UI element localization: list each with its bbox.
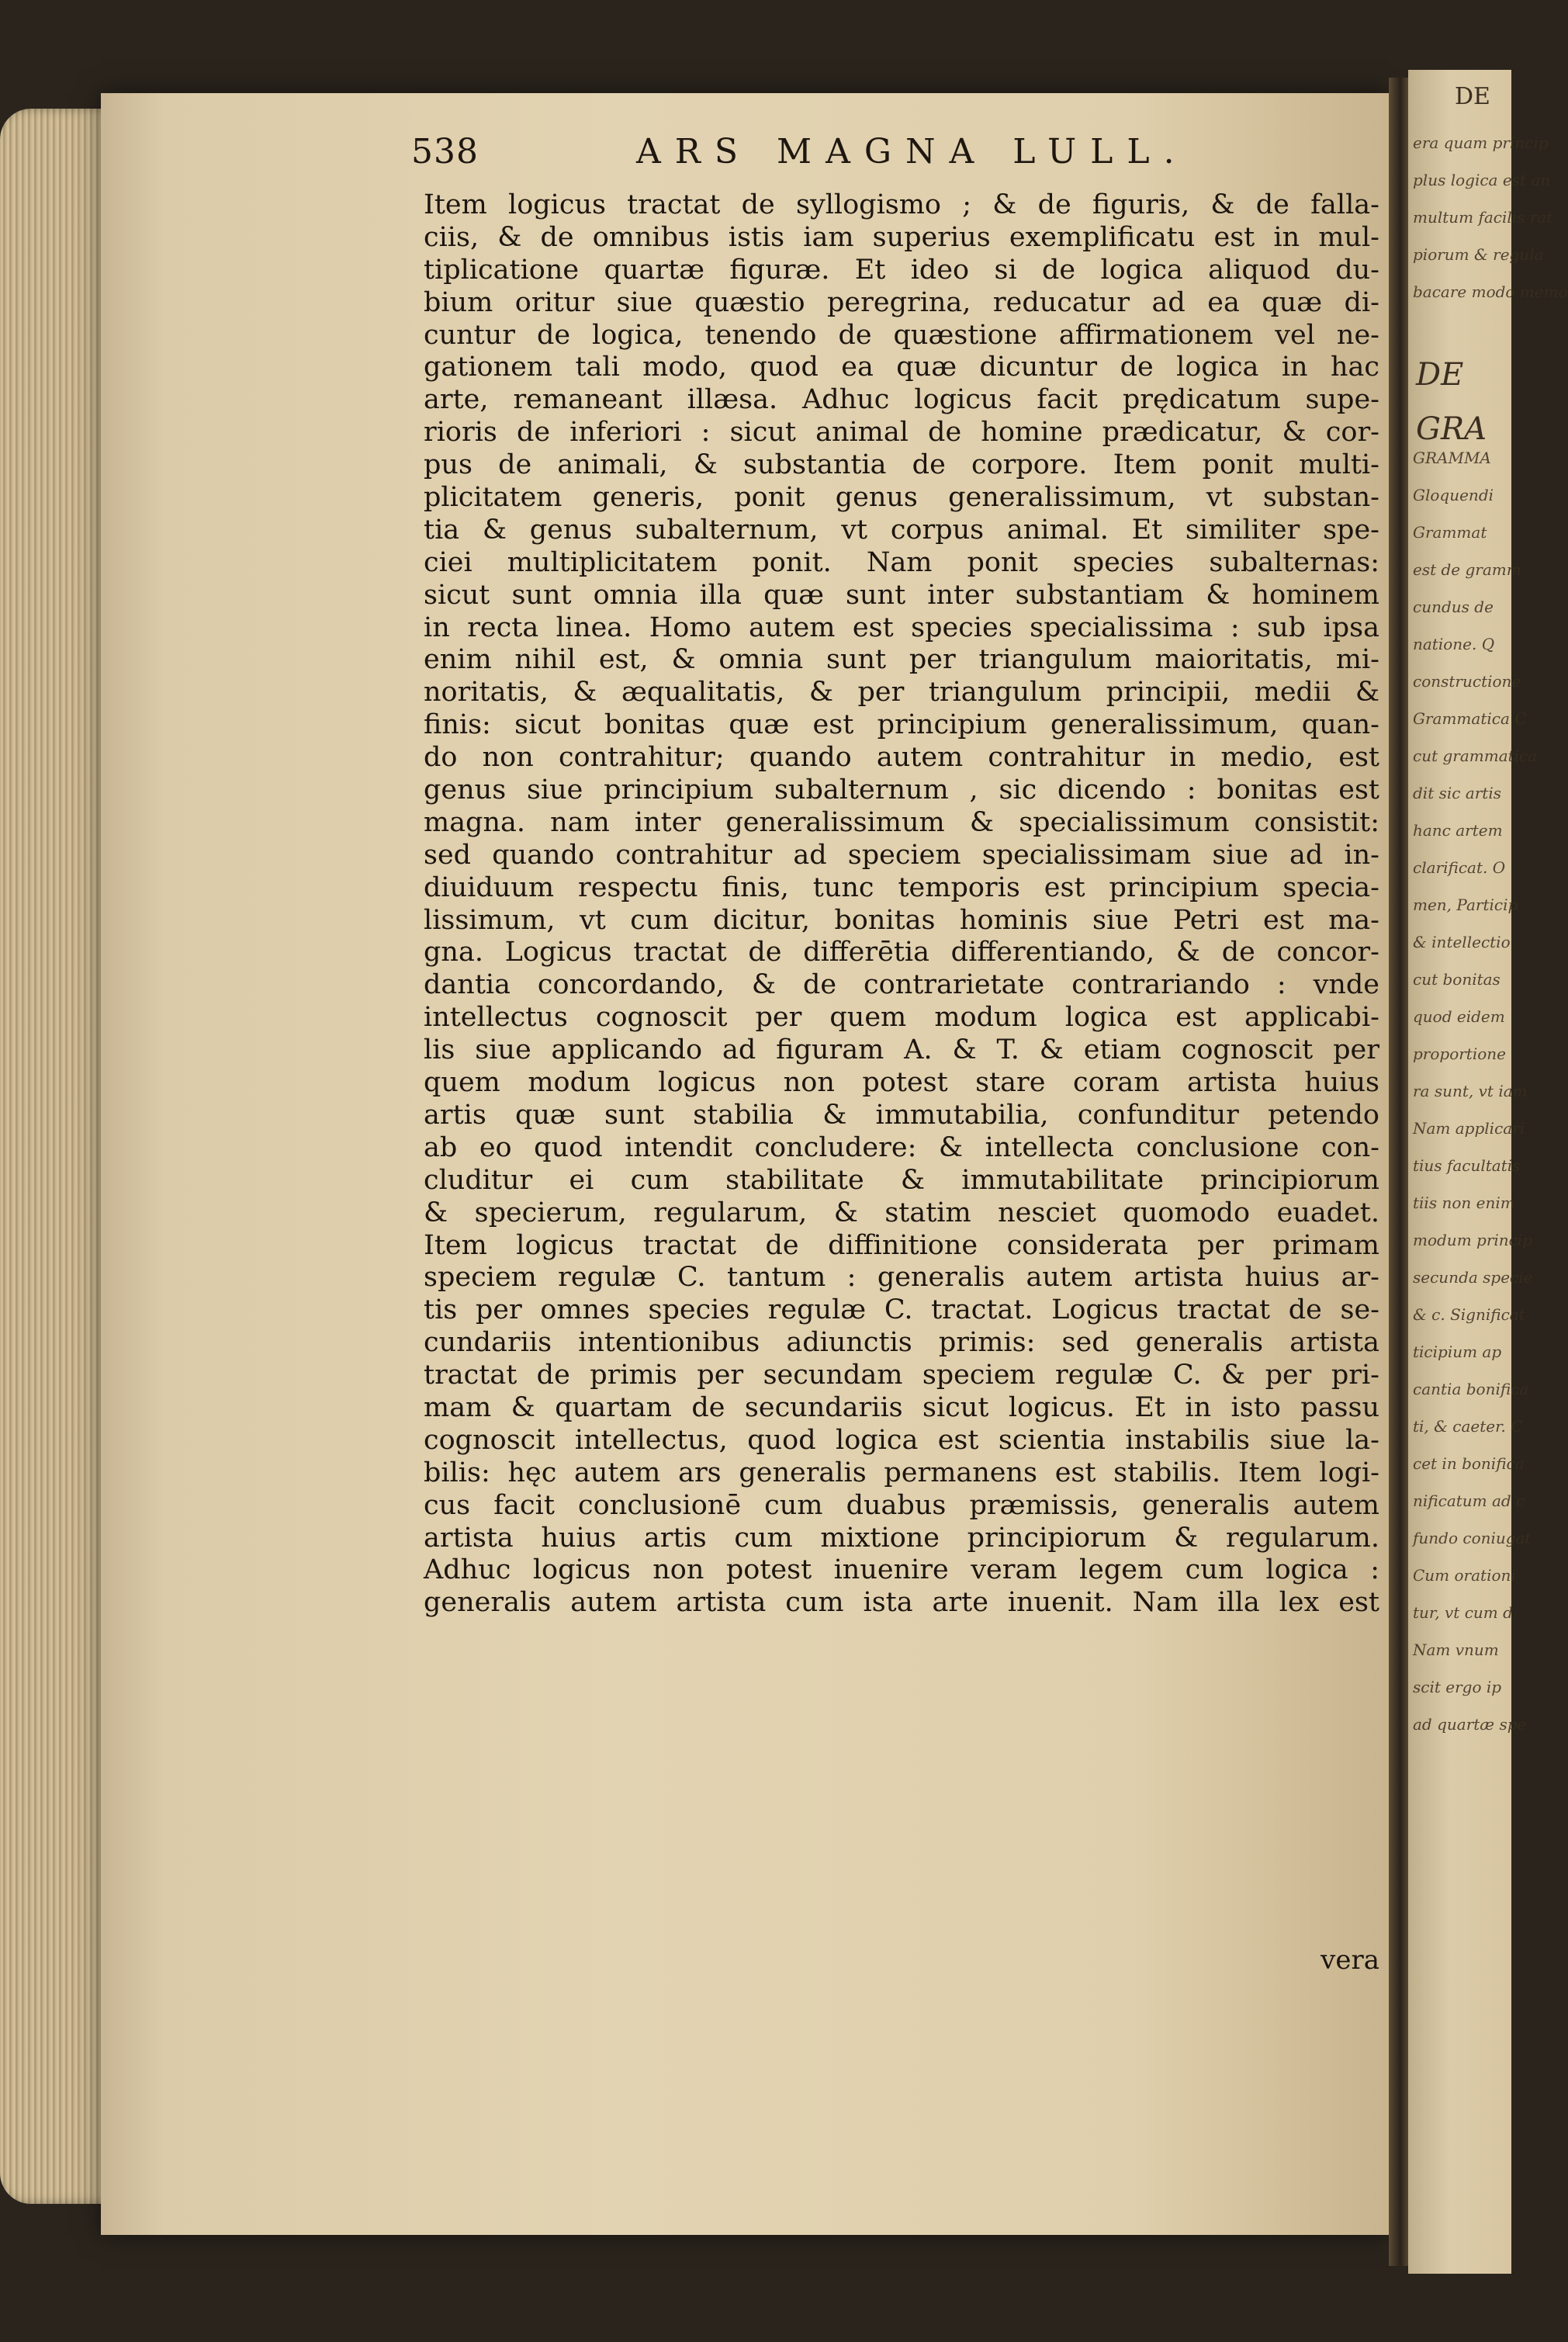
facing-page-line: tius facultatis — [1413, 1156, 1521, 1175]
text-line: noritatis, & æqualitatis, & per triangulum principii, medii & — [424, 677, 1379, 708]
facing-page-line: hanc artem — [1413, 821, 1503, 840]
text-line: arte, remaneant illæsa. Adhuc logicus facit prędicatum supe- — [424, 384, 1379, 416]
text-line: do non contrahitur; quando autem contrahitur in medio, est — [424, 742, 1379, 774]
text-line: Adhuc logicus non potest inuenire veram legem cum logica : — [424, 1554, 1379, 1586]
facing-page-line: ra sunt, vt iam — [1413, 1082, 1528, 1100]
facing-page-heading: DE GRA — [1416, 357, 1487, 447]
facing-page-line: Nam vnum — [1413, 1640, 1499, 1659]
text-line: ciis, & de omnibus istis iam superius exemplificatu est in mul- — [424, 221, 1379, 253]
catchword: vera — [1321, 1945, 1379, 1976]
text-line: in recta linea. Homo autem est species specialissima : sub ipsa — [424, 611, 1379, 643]
text-line: cognoscit intellectus, quod logica est scientia instabilis siue la- — [424, 1424, 1379, 1456]
facing-page-folio: DE — [1455, 83, 1490, 110]
facing-page-line: cut bonitas — [1413, 970, 1501, 989]
facing-page-line: clarificat. O — [1413, 858, 1506, 877]
text-line: cluditur ei cum stabilitate & immutabilitate principiorum — [424, 1164, 1379, 1196]
text-line: cus facit conclusionē cum duabus præmissis, generalis autem — [424, 1489, 1379, 1521]
facing-page-lines — [1408, 124, 1568, 1743]
text-line: magna. nam inter generalissimum & specialissimum consistit: — [424, 806, 1379, 838]
facing-page-line: quod eidem — [1413, 1007, 1505, 1026]
text-line: & specierum, regularum, & statim nesciet quomodo euadet. — [424, 1197, 1379, 1228]
facing-page-line: cantia bonifica — [1413, 1380, 1529, 1398]
book-page-edges — [0, 109, 116, 2204]
text-line: cundariis intentionibus adiunctis primis: sed generalis artista — [424, 1327, 1379, 1359]
facing-page-line: cut grammatica — [1413, 747, 1538, 765]
facing-page-line — [1408, 402, 1511, 439]
facing-page-line: & intellectio — [1413, 933, 1511, 951]
facing-page-line: constructione — [1413, 672, 1521, 691]
text-line: mam & quartam de secundariis sicut logicus. Et in isto passu — [424, 1391, 1379, 1423]
facing-page-line: Gloquendi — [1413, 486, 1494, 504]
facing-page-line — [1408, 310, 1511, 348]
facing-page-line: piorum & regula — [1413, 245, 1544, 264]
facing-page-line: ticipium ap — [1413, 1342, 1502, 1361]
facing-page-line: est de gramm — [1413, 560, 1521, 579]
facing-page-line: ad quartæ spe — [1413, 1715, 1527, 1734]
text-line: ab eo quod intendit concludere: & intellecta conclusione con- — [424, 1131, 1379, 1163]
text-line: tractat de primis per secundam speciem regulæ C. & per pri- — [424, 1360, 1379, 1391]
facing-page-line: Grammat — [1413, 523, 1487, 542]
text-line: lis siue applicando ad figuram A. & T. & etiam cognoscit per — [424, 1034, 1379, 1066]
facing-page-line: multum facilis rat — [1413, 208, 1553, 227]
text-line: enim nihil est, & omnia sunt per triangulum maioritatis, mi- — [424, 644, 1379, 676]
text-line: rioris de inferiori : sicut animal de homine prædicatur, & cor- — [424, 417, 1379, 449]
facing-page-line: dit sic artis — [1413, 784, 1501, 802]
text-line: gna. Logicus tractat de differētia differentiando, & de concor- — [424, 937, 1379, 968]
text-line: cuntur de logica, tenendo de quæstione affirmationem vel ne- — [424, 319, 1379, 351]
facing-page-line: proportione — [1413, 1045, 1506, 1063]
text-line: quem modum logicus non potest stare coram artista huius — [424, 1067, 1379, 1099]
text-line: sicut sunt omnia illa quæ sunt inter substantiam & hominem — [424, 579, 1379, 611]
text-line: bilis: hęc autem ars generalis permanens est stabilis. Item logi- — [424, 1457, 1379, 1488]
facing-page-line: bacare modo memo — [1413, 282, 1568, 301]
facing-page-line: nificatum ad c — [1413, 1491, 1525, 1510]
facing-page-line: plus logica est an — [1413, 171, 1551, 189]
text-line: pus de animali, & substantia de corpore. Item ponit multi- — [424, 449, 1379, 481]
facing-page-line: cundus de — [1413, 598, 1494, 616]
text-line: genus siue principium subalternum , sic dicendo : bonitas est — [424, 774, 1379, 806]
facing-page-line: tiis non enim — [1413, 1194, 1515, 1212]
facing-page-line: Nam applicari — [1413, 1119, 1525, 1138]
text-line: Item logicus tractat de diffinitione considerata per primam — [424, 1229, 1379, 1261]
text-line: sed quando contrahitur ad speciem specialissimam siue ad in- — [424, 839, 1379, 871]
text-line: tis per omnes species regulæ C. tractat. Logicus tractat de se- — [424, 1294, 1379, 1326]
text-line: ciei multiplicitatem ponit. Nam ponit species subalternas: — [424, 546, 1379, 578]
facing-page-line: secunda specie — [1413, 1268, 1533, 1287]
facing-page-line: cet in bonifica — [1413, 1454, 1525, 1473]
facing-page-line: fundo coniugat — [1413, 1529, 1532, 1547]
text-line: bium oritur siue quæstio peregrina, reducatur ad ea quæ di- — [424, 286, 1379, 318]
facing-page-line: men, Particip — [1413, 896, 1518, 914]
facing-page-line: Grammatica C — [1413, 709, 1527, 728]
facing-page-line: tur, vt cum d — [1413, 1603, 1513, 1622]
text-line: tiplicatione quartæ figuræ. Et ideo si de logica aliquod du- — [424, 254, 1379, 286]
body-text — [424, 189, 1379, 1620]
text-line: intellectus cognoscit per quem modum logica est applicabi- — [424, 1002, 1379, 1034]
text-line: finis: sicut bonitas quæ est principium generalissimum, quan- — [424, 709, 1379, 741]
facing-page-line: scit ergo ip — [1413, 1678, 1502, 1696]
text-line: lissimum, vt cum dicitur, bonitas hominis siue Petri est ma- — [424, 904, 1379, 936]
facing-page-line: natione. Q — [1413, 635, 1495, 653]
page-number: 538 — [411, 132, 479, 171]
page-header — [411, 132, 1381, 186]
facing-page-line: & c. Significat — [1413, 1305, 1525, 1324]
text-line: dantia concordando, & de contrarietate contrariando : vnde — [424, 969, 1379, 1001]
text-line: speciem regulæ C. tantum : generalis autem artista huius ar- — [424, 1262, 1379, 1294]
facing-page-line: ti, & caeter. C — [1413, 1417, 1523, 1436]
facing-page-line: GRAMMA — [1413, 449, 1491, 467]
text-line: plicitatem generis, ponit genus generalissimum, vt substan- — [424, 482, 1379, 514]
facing-page-line: Cum orationi — [1413, 1566, 1516, 1585]
facing-page-line: modum princip — [1413, 1231, 1533, 1249]
text-line: generalis autem artista cum ista arte inuenit. Nam illa lex est — [424, 1587, 1379, 1619]
facing-page-line: era quam princip — [1413, 133, 1549, 152]
text-line: artis quæ sunt stabilia & immutabilia, confunditur petendo — [424, 1099, 1379, 1131]
text-line: Item logicus tractat de syllogismo ; & de figuris, & de falla- — [424, 189, 1379, 220]
text-line: diuiduum respectu finis, tunc temporis est principium specia- — [424, 871, 1379, 903]
facing-page-fragment — [1408, 70, 1568, 2274]
running-title: ARS MAGNA LULL. — [636, 132, 1189, 171]
text-line: tia & genus subalternum, vt corpus animal. Et similiter spe- — [424, 514, 1379, 546]
text-line: artista huius artis cum mixtione principiorum & regularum. — [424, 1522, 1379, 1554]
text-line: gationem tali modo, quod ea quæ dicuntur de logica in hac — [424, 352, 1379, 383]
